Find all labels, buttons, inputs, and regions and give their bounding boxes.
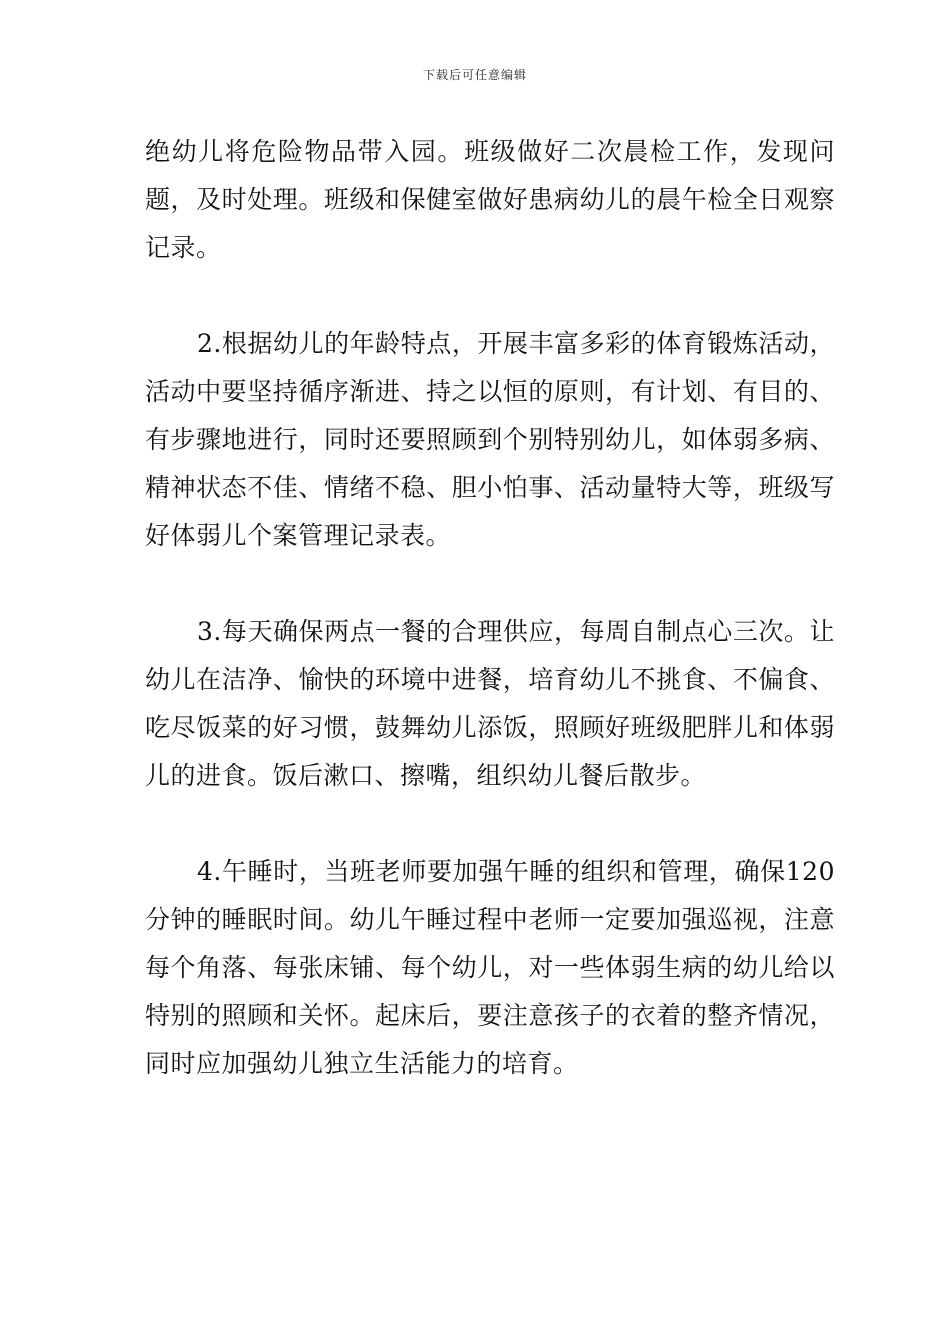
paragraph-gap xyxy=(145,272,835,320)
paragraph-continued: 绝幼儿将危险物品带入园。班级做好二次晨检工作，发现问题，及时处理。班级和保健室做好患病幼儿的晨午检全日观察记录。 xyxy=(145,137,835,262)
paragraph-item-3: 3.每天确保两点一餐的合理供应，每周自制点心三次。让幼儿在洁净、愉快的环境中进餐，培育幼儿不挑食、不偏食、吃尽饭菜的好习惯，鼓舞幼儿添饭，照顾好班级肥胖儿和体弱儿的进食。饭后漱口、擦嘴，组织幼儿餐后散步。 xyxy=(145,617,835,790)
document-body xyxy=(145,128,835,1088)
paragraph-gap xyxy=(145,800,835,848)
header-note: 下载后可任意编辑 xyxy=(422,68,527,82)
paragraph-item-4: 4.午睡时，当班老师要加强午睡的组织和管理，确保120分钟的睡眠时间。幼儿午睡过程中老师一定要加强巡视，注意每个角落、每张床铺、每个幼儿，对一些体弱生病的幼儿给以特别的照顾和关怀。起床后，要注意孩子的衣着的整齐情况，同时应加强幼儿独立生活能力的培育。 xyxy=(145,857,835,1078)
paragraph-item-2: 2.根据幼儿的年龄特点，开展丰富多彩的体育锻炼活动，活动中要坚持循序渐进、持之以恒的原则，有计划、有目的、有步骤地进行，同时还要照顾到个别特别幼儿，如体弱多病、精神状态不佳、情绪不稳、胆小怕事、活动量特大等，班级写好体弱儿个案管理记录表。 xyxy=(145,329,835,550)
paragraph-gap xyxy=(145,560,835,608)
